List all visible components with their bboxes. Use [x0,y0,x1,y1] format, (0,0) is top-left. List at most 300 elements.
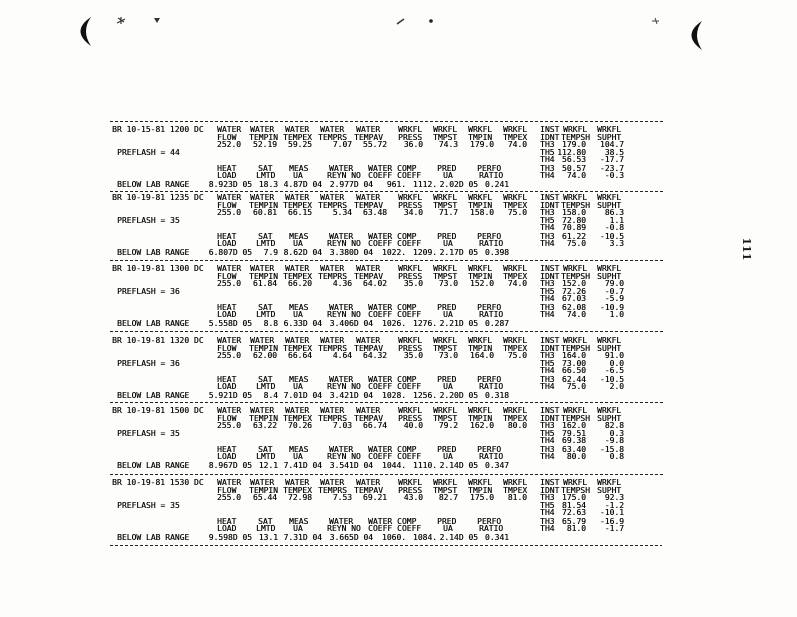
result-subheader: LOAD [217,239,237,248]
column-header: TEMPEX [283,485,312,495]
thermocouple-temp: 75.0 [566,239,586,248]
column-group-header: WATER [356,406,381,415]
test-run-block [0,194,797,258]
column-group-header: WRKFL [597,125,622,134]
column-header: TEMPIN [249,200,278,210]
thermocouple-temp: 74.0 [566,310,586,319]
thermocouple-temp: 80.0 [566,452,586,461]
result-header: COMP [397,302,417,312]
column-group-header: WATER [356,264,381,273]
measured-value: 75.0 [507,351,527,360]
result-subheader: LOAD [217,524,237,533]
thermocouple-temp: 62.44 [561,374,586,384]
result-header: WATER [368,374,393,384]
column-group-header: WATER [285,406,310,415]
result-subheader: UA [293,452,303,461]
column-header: FLOW [217,200,237,210]
result-header: WATER [329,374,354,384]
result-value: 5.921D 05 [208,390,252,400]
column-group-header: WRKFL [503,193,528,202]
column-group-header: WATER [320,406,345,415]
result-value: 2.977D 04 [329,179,373,189]
measured-value: 62.00 [252,351,277,360]
thermocouple-id: TH3 [540,231,555,241]
result-subheader: COEFF [368,310,393,319]
result-header: PRED [437,374,457,384]
result-header: WATER [368,516,393,526]
result-value: 2.14D 05 [439,532,478,542]
preflash-line [117,288,180,296]
column-group-header: WATER [250,406,275,415]
result-header: PERFO [477,302,502,312]
thermocouple-id: TH3 [540,208,555,217]
measured-value: 79.2 [438,421,458,430]
run-identifier: BR 10-19-81 1500 DC [112,406,204,415]
result-subheader: UA [293,239,303,248]
measured-value: 72.98 [287,493,312,502]
result-value: 7.9 [263,247,278,257]
test-run-block [0,126,797,190]
result-header: WATER [329,163,354,173]
result-header: HEAT [217,302,237,312]
measured-value: 35.0 [403,351,423,360]
measured-value: 7.53 [332,493,352,502]
result-header: HEAT [217,231,237,241]
thermocouple-superheat: 0.8 [609,452,624,461]
result-value: 1084. [412,532,437,542]
test-run-block [0,407,797,471]
measured-value: 61.84 [252,279,277,288]
result-value: 0.241 [484,179,509,189]
binder-hole-mark-right [692,21,703,50]
preflash-line [117,217,180,225]
preflash-value: 44 [170,147,180,157]
measured-value: 66.15 [287,208,312,217]
measured-value: 175.0 [469,493,494,502]
separator-dashed-line [110,402,665,403]
thermocouple-temp: 164.0 [561,351,586,360]
thermocouple-temp: 112.80 [557,147,586,157]
result-subheader: UA [293,382,303,391]
measured-value: 73.0 [438,279,458,288]
column-header: TMPIN [468,343,493,353]
column-group-header: WRKFL [433,478,458,487]
result-subheader: UA [293,171,303,180]
thermocouple-id: TH5 [540,428,555,438]
column-header: TEMPIN [249,343,278,353]
thermocouple-id: TH4 [540,436,555,445]
column-header: TMPIN [468,200,493,210]
column-group-header: WRKFL [563,264,588,273]
result-subheader: LOAD [217,171,237,180]
thermocouple-temp: 62.08 [561,302,586,312]
scan-speck [154,18,160,23]
result-header: WATER [329,302,354,312]
result-value: 1028. [381,390,406,400]
column-group-header: WRKFL [597,478,622,487]
column-group-header: WRKFL [503,264,528,273]
result-subheader: LOAD [217,382,237,391]
thermocouple-superheat: -10.5 [599,374,624,384]
result-header: PERFO [477,163,502,173]
column-group-header: WRKFL [468,125,493,134]
run-identifier: BR 10-19-81 1320 DC [112,336,204,345]
result-subheader: COEFF [397,310,422,319]
thermocouple-superheat: 82.8 [604,421,624,430]
result-subheader: COEFF [397,239,422,248]
separator-dashed-line [110,545,662,546]
result-value: 0.347 [484,460,509,470]
column-header: TEMPRS [318,271,347,281]
column-header: PRESS [398,271,423,281]
thermocouple-superheat: -1.2 [604,500,624,510]
result-value: 8.967D 05 [208,460,252,470]
column-group-header: WATER [285,336,310,345]
result-header: PERFO [477,231,502,241]
result-value: 13.1 [258,532,278,542]
column-header: TMPST [433,132,458,142]
column-header: TMPIN [468,132,493,142]
result-header: MEAS [289,302,309,312]
thermocouple-temp: 61.22 [561,231,586,241]
column-group-header: INST [540,336,560,345]
thermocouple-id: TH4 [540,366,555,375]
column-group-header: WRKFL [398,478,423,487]
column-group-header: WRKFL [398,406,423,415]
column-group-header: WRKFL [433,125,458,134]
column-header: TEMPAV [354,413,383,423]
separator-dashed-line [110,474,665,475]
result-value: 2.21D 05 [439,318,478,328]
preflash-line [117,360,180,368]
column-group-header: WRKFL [468,264,493,273]
result-header: HEAT [217,516,237,526]
column-group-header: WATER [217,406,242,415]
result-header: COMP [397,231,417,241]
thermocouple-temp: 66.50 [561,366,586,375]
thermocouple-superheat: 1.0 [609,310,624,319]
column-group-header: WATER [320,125,345,134]
measured-value: 164.0 [469,351,494,360]
column-header: TMPST [433,413,458,423]
column-group-header: WATER [250,478,275,487]
result-value: 0.318 [484,390,509,400]
column-group-header: INST [540,193,560,202]
thermocouple-superheat: 3.3 [609,239,624,248]
result-value: 8.4 [263,390,278,400]
separator-dashed-line [110,121,665,122]
result-value: 1276. [412,318,437,328]
preflash-line [117,430,180,438]
binder-hole-mark-left [81,17,92,46]
result-subheader: REYN NO [327,171,361,180]
column-header: SUPHT [597,200,622,210]
thermocouple-id: TH5 [540,358,555,368]
range-note: BELOW LAB RANGE [117,247,190,257]
range-note: BELOW LAB RANGE [117,179,190,189]
result-value: 1209. [412,247,437,257]
column-group-header: WATER [320,264,345,273]
run-identifier: BR 10-19-81 1300 DC [112,264,204,273]
thermocouple-superheat: 104.7 [599,140,624,149]
result-value: 3.541D 04 [329,460,373,470]
column-header: TEMPRS [318,413,347,423]
range-note: BELOW LAB RANGE [117,318,190,328]
column-group-header: WRKFL [398,336,423,345]
column-header: TMPIN [468,485,493,495]
column-header: PRESS [398,413,423,423]
preflash-value: 36 [170,358,180,368]
thermocouple-superheat: -9.8 [604,436,624,445]
column-group-header: INST [540,264,560,273]
result-subheader: LMTD [256,171,276,180]
thermocouple-id: TH3 [540,444,555,454]
thermocouple-temp: 175.0 [561,493,586,502]
column-group-header: WATER [285,193,310,202]
column-group-header: WRKFL [563,125,588,134]
column-header: TMPIN [468,413,493,423]
thermocouple-id: TH5 [540,147,555,157]
thermocouple-temp: 72.63 [561,508,586,517]
result-header: WATER [329,444,354,454]
result-value: 3.380D 04 [329,247,373,257]
measured-value: 71.7 [438,208,458,217]
thermocouple-temp: 162.0 [561,421,586,430]
measured-value: 5.34 [332,208,352,217]
measured-value: 52.19 [252,140,277,149]
column-group-header: WRKFL [597,336,622,345]
scan-speck [652,18,659,24]
result-header: MEAS [289,163,309,173]
result-header: SAT [258,516,273,526]
preflash-label: PREFLASH = [117,286,166,296]
column-header: TEMPSH [561,200,590,210]
result-subheader: REYN NO [327,524,361,533]
measured-value: 179.0 [469,140,494,149]
measured-value: 4.64 [332,351,352,360]
column-header: SUPHT [597,343,622,353]
result-header: MEAS [289,231,309,241]
column-group-header: WATER [356,336,381,345]
column-header: TEMPSH [561,343,590,353]
result-header: SAT [258,374,273,384]
range-note: BELOW LAB RANGE [117,532,190,542]
measured-value: 158.0 [469,208,494,217]
measured-value: 74.0 [507,140,527,149]
column-header: TEMPIN [249,413,278,423]
column-group-header: WRKFL [433,406,458,415]
result-value: 1044. [381,460,406,470]
column-group-header: WRKFL [398,125,423,134]
measured-value: 255.0 [216,208,241,217]
result-value: 12.1 [258,460,278,470]
result-subheader: REYN NO [327,382,361,391]
preflash-label: PREFLASH = [117,428,166,438]
test-run-block [0,337,797,401]
thermocouple-id: TH3 [540,163,555,173]
column-group-header: WRKFL [563,406,588,415]
column-header: TEMPAV [354,343,383,353]
column-group-header: INST [540,125,560,134]
thermocouple-id: TH5 [540,286,555,296]
thermocouple-temp: 56.53 [561,155,586,164]
thermocouple-superheat: -0.8 [604,223,624,232]
result-header: PRED [437,302,457,312]
measured-value: 162.0 [469,421,494,430]
result-header: COMP [397,444,417,454]
thermocouple-temp: 50.57 [561,163,586,173]
thermocouple-id: TH3 [540,516,555,526]
preflash-label: PREFLASH = [117,215,166,225]
column-header: TEMPRS [318,200,347,210]
separator-dashed-line [110,260,665,261]
thermocouple-superheat: -10.5 [599,231,624,241]
range-note: BELOW LAB RANGE [117,460,190,470]
result-header: PERFO [477,374,502,384]
result-header: PERFO [477,516,502,526]
measured-value: 7.07 [332,140,352,149]
thermocouple-id: TH3 [540,374,555,384]
measured-value: 66.64 [287,351,312,360]
result-header: SAT [258,444,273,454]
column-group-header: WRKFL [468,193,493,202]
column-group-header: WRKFL [468,406,493,415]
measured-value: 7.03 [332,421,352,430]
result-subheader: RATIO [479,310,504,319]
thermocouple-id: TH4 [540,382,555,391]
separator-dashed-line [110,191,665,192]
measured-value: 65.44 [252,493,277,502]
test-run-block [0,265,797,329]
column-header: PRESS [398,485,423,495]
column-group-header: WRKFL [398,193,423,202]
measured-value: 73.0 [438,351,458,360]
column-header: PRESS [398,200,423,210]
thermocouple-id: TH4 [540,452,555,461]
result-subheader: COEFF [397,524,422,533]
result-subheader: COEFF [368,239,393,248]
column-group-header: WRKFL [597,406,622,415]
separator-dashed-line [110,331,665,332]
column-group-header: WATER [356,193,381,202]
column-header: FLOW [217,413,237,423]
result-header: WATER [368,163,393,173]
column-header: FLOW [217,271,237,281]
column-group-header: WATER [356,478,381,487]
result-header: MEAS [289,374,309,384]
column-header: TMPEX [503,132,528,142]
thermocouple-temp: 72.26 [561,286,586,296]
result-subheader: RATIO [479,239,504,248]
thermocouple-superheat: -16.9 [599,516,624,526]
column-header: TEMPIN [249,132,278,142]
column-header: TMPST [433,200,458,210]
column-group-header: INST [540,478,560,487]
result-value: 8.923D 05 [208,179,252,189]
result-subheader: UA [293,524,303,533]
column-header: FLOW [217,132,237,142]
column-header: TEMPAV [354,132,383,142]
column-header: TMPST [433,485,458,495]
column-group-header: WRKFL [433,336,458,345]
column-group-header: WRKFL [503,125,528,134]
result-header: MEAS [289,516,309,526]
column-group-header: WATER [250,264,275,273]
preflash-value: 35 [170,428,180,438]
column-group-header: WRKFL [468,478,493,487]
result-value: 1022. [381,247,406,257]
thermocouple-temp: 81.54 [561,500,586,510]
column-header: TMPEX [503,271,528,281]
measured-value: 80.0 [507,421,527,430]
scan-speck [117,17,125,24]
column-header: TEMPSH [561,413,590,423]
column-header: TMPEX [503,485,528,495]
result-header: WATER [368,444,393,454]
preflash-value: 35 [170,215,180,225]
thermocouple-temp: 152.0 [561,279,586,288]
result-subheader: COEFF [368,452,393,461]
result-subheader: COEFF [397,171,422,180]
result-header: COMP [397,163,417,173]
column-header: TEMPAV [354,271,383,281]
result-subheader: REYN NO [327,239,361,248]
thermocouple-superheat: -23.7 [599,163,624,173]
measured-value: 75.0 [507,208,527,217]
preflash-line [117,502,180,510]
result-header: SAT [258,302,273,312]
measured-value: 40.0 [403,421,423,430]
thermocouple-temp: 73.00 [561,358,586,368]
column-header: TMPIN [468,271,493,281]
column-group-header: WATER [320,193,345,202]
column-header: TEMPRS [318,132,347,142]
measured-value: 34.0 [403,208,423,217]
column-header: SUPHT [597,413,622,423]
measured-value: 252.0 [216,140,241,149]
result-subheader: RATIO [479,382,504,391]
thermocouple-temp: 158.0 [561,208,586,217]
column-header: FLOW [217,343,237,353]
measured-value: 59.25 [287,140,312,149]
column-header: TEMPIN [249,485,278,495]
result-subheader: UA [443,382,453,391]
thermocouple-temp: 67.03 [561,294,586,303]
thermocouple-id: TH3 [540,493,555,502]
measured-value: 66.20 [287,279,312,288]
measured-value: 4.36 [332,279,352,288]
column-header: TMPEX [503,413,528,423]
column-header: TEMPEX [283,200,312,210]
result-value: 8.8 [263,318,278,328]
thermocouple-superheat: -10.1 [599,508,624,517]
result-value: 9.598D 05 [208,532,252,542]
result-subheader: COEFF [368,171,393,180]
thermocouple-temp: 81.0 [566,524,586,533]
thermocouple-superheat: 79.0 [604,279,624,288]
result-subheader: UA [443,524,453,533]
column-header: SUPHT [597,132,622,142]
result-value: 1110. [412,460,437,470]
measured-value: 63.48 [362,208,387,217]
result-header: PRED [437,516,457,526]
thermocouple-id: TH5 [540,215,555,225]
measured-value: 60.81 [252,208,277,217]
result-subheader: UA [293,310,303,319]
test-run-block [0,479,797,543]
thermocouple-temp: 63.40 [561,444,586,454]
thermocouple-temp: 70.89 [561,223,586,232]
